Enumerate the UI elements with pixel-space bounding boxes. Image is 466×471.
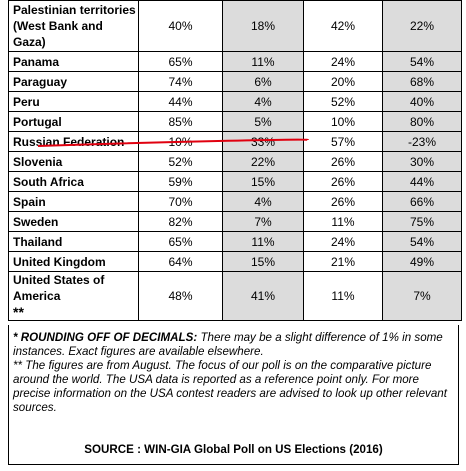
value-cell-4: 75% [383, 212, 462, 232]
value-cell-3: 26% [304, 152, 383, 172]
country-cell [9, 52, 139, 72]
value-cell-3: 57% [304, 132, 383, 152]
country-name: Paraguay [13, 74, 68, 89]
value-cell-1: 10% [139, 132, 223, 152]
value-cell-3: 52% [304, 92, 383, 112]
footnote-marker: ** [13, 304, 24, 320]
value-cell-2: 15% [223, 252, 304, 272]
country-cell [9, 192, 139, 212]
august-note: ** The figures are from August. The focus of our poll is on the comparative picture around the world. The USA data is reported as a reference point only. For more precise information on the USA contest readers are advised to look up other relevant sources. [13, 359, 447, 414]
value-cell-4: 40% [383, 92, 462, 112]
value-cell-3: 11% [304, 272, 383, 321]
value-cell-2: 22% [223, 152, 304, 172]
value-cell-4: 68% [383, 72, 462, 92]
country-name: United States of America [13, 273, 105, 303]
value-cell-2: 11% [223, 52, 304, 72]
notes-box [8, 325, 459, 465]
value-cell-1: 40% [139, 1, 223, 52]
country-cell [9, 152, 139, 172]
value-cell-3: 10% [304, 112, 383, 132]
value-cell-2: 11% [223, 232, 304, 252]
country-name: Palestinian territories (West Bank and Gaza) [13, 3, 136, 49]
value-cell-4: 30% [383, 152, 462, 172]
value-cell-2: 7% [223, 212, 304, 232]
country-cell [9, 232, 139, 252]
country-cell [9, 72, 139, 92]
country-cell [9, 92, 139, 112]
value-cell-4: 7% [383, 272, 462, 321]
country-name: Slovenia [13, 154, 63, 169]
value-cell-1: 70% [139, 192, 223, 212]
value-cell-1: 52% [139, 152, 223, 172]
value-cell-2: 6% [223, 72, 304, 92]
poll-results-table [8, 0, 462, 321]
value-cell-2: 15% [223, 172, 304, 192]
value-cell-4: 54% [383, 232, 462, 252]
table-row [9, 112, 462, 132]
value-cell-4: 54% [383, 52, 462, 72]
country-name: Spain [13, 194, 46, 209]
value-cell-3: 42% [304, 1, 383, 52]
country-cell [9, 252, 139, 272]
value-cell-1: 59% [139, 172, 223, 192]
table-row [9, 152, 462, 172]
value-cell-3: 20% [304, 72, 383, 92]
country-cell [9, 172, 139, 192]
country-cell [9, 1, 139, 52]
value-cell-1: 65% [139, 232, 223, 252]
value-cell-3: 11% [304, 212, 383, 232]
value-cell-3: 21% [304, 252, 383, 272]
value-cell-3: 26% [304, 172, 383, 192]
value-cell-1: 44% [139, 92, 223, 112]
value-cell-2: 18% [223, 1, 304, 52]
table-row [9, 1, 462, 52]
table-row [9, 272, 462, 321]
value-cell-2: 41% [223, 272, 304, 321]
value-cell-1: 65% [139, 52, 223, 72]
value-cell-3: 24% [304, 232, 383, 252]
table-body [9, 1, 462, 321]
table-row [9, 232, 462, 252]
value-cell-2: 5% [223, 112, 304, 132]
value-cell-2: 33% [223, 132, 304, 152]
value-cell-1: 48% [139, 272, 223, 321]
country-name: Sweden [13, 214, 59, 229]
value-cell-4: 66% [383, 192, 462, 212]
table-row [9, 172, 462, 192]
value-cell-1: 64% [139, 252, 223, 272]
table-row [9, 92, 462, 112]
country-name: Panama [13, 54, 60, 69]
value-cell-2: 4% [223, 92, 304, 112]
country-cell [9, 212, 139, 232]
table-row [9, 72, 462, 92]
table-row [9, 212, 462, 232]
table-row [9, 192, 462, 212]
country-name: South Africa [13, 174, 84, 189]
value-cell-4: 49% [383, 252, 462, 272]
value-cell-4: 44% [383, 172, 462, 192]
value-cell-1: 82% [139, 212, 223, 232]
rounding-note-title: * ROUNDING OFF OF DECIMALS: [13, 331, 198, 344]
value-cell-4: 80% [383, 112, 462, 132]
country-name: Portugal [13, 114, 62, 129]
value-cell-1: 85% [139, 112, 223, 132]
value-cell-3: 26% [304, 192, 383, 212]
value-cell-2: 4% [223, 192, 304, 212]
source-line: SOURCE : WIN-GIA Global Poll on US Elections (2016) [84, 443, 383, 456]
country-name: Russian Federation [13, 134, 125, 149]
country-name: Peru [13, 94, 40, 109]
rounding-note-text: There may be a slight difference of 1% in some instances. Exact figures are available elsewhere. [13, 331, 443, 358]
rounding-note [9, 331, 458, 359]
country-cell [9, 272, 139, 321]
country-cell [9, 112, 139, 132]
value-cell-4: 22% [383, 1, 462, 52]
table-row [9, 252, 462, 272]
value-cell-1: 74% [139, 72, 223, 92]
country-name: Thailand [13, 234, 63, 249]
value-cell-3: 24% [304, 52, 383, 72]
table-row [9, 52, 462, 72]
value-cell-4: -23% [383, 132, 462, 152]
country-name: United Kingdom [13, 254, 106, 269]
